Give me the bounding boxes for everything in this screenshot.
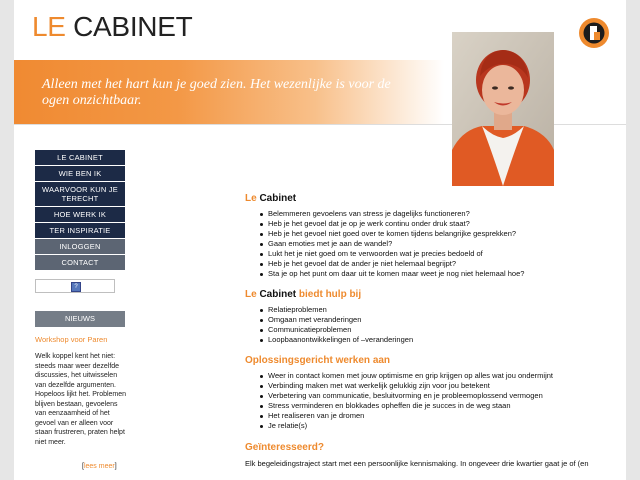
news-body: Welk koppel kent het niet: steeds maar weer dezelfde discussies, het uitwisselen van dezelfde argumenten. Hopeloos lijkt het. Problemen blijven bestaan, gevoelens van eenzaamheid of het gevoel van er alleen voor staan frustreren, praten helpt niet meer.: [35, 353, 127, 446]
list-item: Lukt het je niet goed om te verwoorden wat je precies bedoeld of: [268, 249, 615, 259]
list-item: Belemmeren gevoelens van stress je dagelijks functioneren?: [268, 209, 615, 219]
title-biedt-hulp-bij: biedt hulp bij: [298, 289, 362, 300]
section-title-geinteresseerd: Geïnteresseerd?: [245, 442, 324, 453]
list-item: Verbetering van communicatie, besluitvorming en je probleemoplossend vermogen: [268, 391, 615, 401]
read-more-open-bracket: [: [82, 463, 84, 470]
title-cabinet: Cabinet: [259, 193, 297, 204]
list-item: Heb je het gevoel dat je op je werk continu onder druk staat?: [268, 219, 615, 229]
nav-hoe-werk-ik[interactable]: HOE WERK IK: [35, 207, 125, 222]
title-le: Le: [245, 289, 257, 300]
page: [14, 0, 626, 480]
goals-list: [245, 371, 615, 431]
list-item: Omgaan met veranderingen: [268, 315, 615, 325]
read-more-link[interactable]: lees meer: [83, 463, 115, 470]
nav-waarvoor-kun-je-terecht[interactable]: WAARVOOR KUN JE TERECHT: [35, 182, 125, 206]
portrait-illustration: [452, 32, 554, 186]
list-item: Communicatieproblemen: [268, 325, 615, 335]
section-title-oplossingsgericht: Oplossingsgericht werken aan: [245, 355, 391, 366]
list-item: Relatieproblemen: [268, 305, 615, 315]
list-item: Weer in contact komen met jouw optimisme en grip krijgen op alles wat jou ondermijnt: [268, 371, 615, 381]
search-input[interactable]: [35, 279, 115, 293]
slogan-text: Alleen met het hart kun je goed zien. Het wezenlijke is voor de ogen onzichtbaar.: [42, 77, 391, 108]
logo-cabinet: CABINET: [73, 11, 193, 42]
questions-list: [245, 209, 615, 279]
section-title-hulp: [245, 288, 615, 302]
nav-contact[interactable]: CONTACT: [35, 255, 125, 270]
news-title[interactable]: Workshop voor Paren: [35, 335, 108, 344]
nav-wie-ben-ik[interactable]: WIE BEN IK: [35, 166, 125, 181]
list-item: Het realiseren van je dromen: [268, 411, 615, 421]
nav-ter-inspiratie[interactable]: TER INSPIRATIE: [35, 223, 125, 238]
list-item: Heb je het gevoel dat de ander je niet helemaal begrijpt?: [268, 259, 615, 269]
intro-paragraph: Elk begeleidingstraject start met een persoonlijke kennismaking. In ongeveer drie kwartier gaat je of (en: [245, 459, 589, 468]
nav-le-cabinet[interactable]: LE CABINET: [35, 150, 125, 165]
nav-inloggen[interactable]: INLOGGEN: [35, 239, 125, 254]
site-logo[interactable]: [32, 9, 192, 45]
title-cabinet: Cabinet: [259, 289, 297, 300]
slogan-banner: [14, 60, 444, 124]
list-item: Heb je het gevoel niet goed over te komen tijdens belangrijke gesprekken?: [268, 229, 615, 239]
search-button[interactable]: ?: [71, 282, 81, 292]
main-nav: [35, 150, 125, 271]
brand-mark-icon: [578, 17, 610, 49]
list-item: Verbinding maken met wat werkelijk gelukkig zijn voor jou betekent: [268, 381, 615, 391]
logo-le: LE: [32, 11, 66, 42]
news-read-more: [82, 463, 117, 470]
list-item: Stress verminderen en blokkades opheffen die je succes in de weg staan: [268, 401, 615, 411]
title-le: Le: [245, 193, 257, 204]
portrait-photo: [452, 32, 554, 186]
list-item: Loopbaanontwikkelingen of –veranderingen: [268, 335, 615, 345]
read-more-close-bracket: ]: [114, 463, 117, 470]
list-item: Gaan emoties met je aan de wandel?: [268, 239, 615, 249]
list-item: Sta je op het punt om daar uit te komen maar weet je nog niet helemaal hoe?: [268, 269, 615, 279]
list-item: Je relatie(s): [268, 421, 615, 431]
section-title-le-cabinet: [245, 192, 615, 206]
help-list: [245, 305, 615, 345]
news-header: NIEUWS: [35, 311, 125, 327]
main-content: [245, 192, 615, 469]
